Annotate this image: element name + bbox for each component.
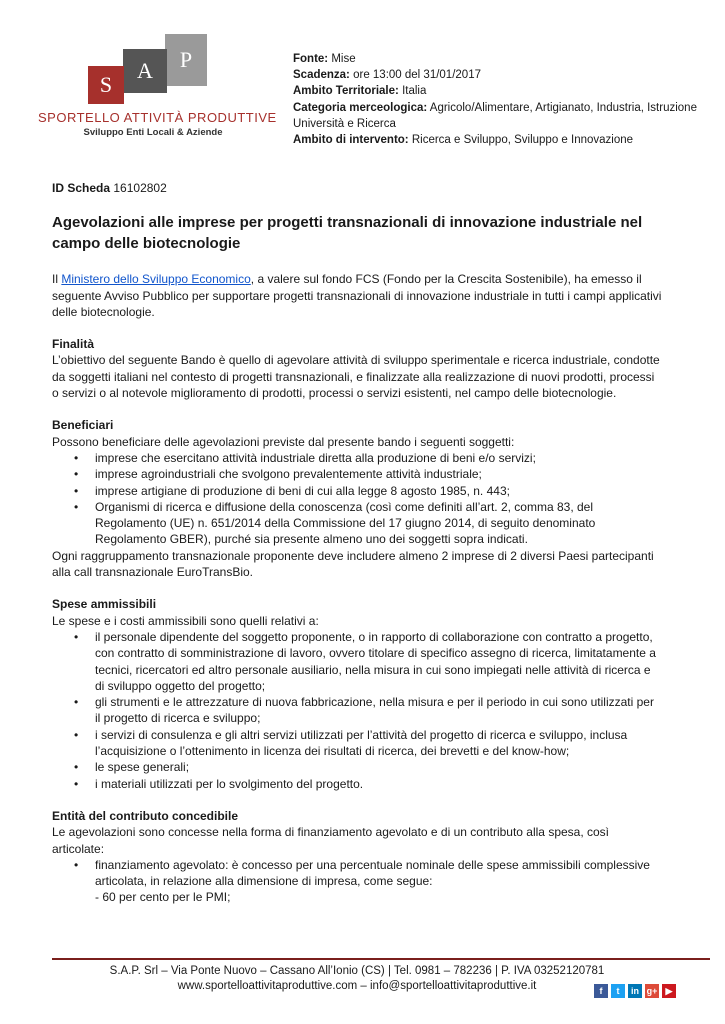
footer xyxy=(52,964,662,994)
linkedin-icon[interactable]: in xyxy=(628,984,642,998)
list-item: • i materiali utilizzati per lo svolgimento del progetto. xyxy=(52,776,662,792)
meta-ambito-territoriale: Ambito Territoriale: Italia xyxy=(293,85,427,98)
finalita-heading: Finalità xyxy=(52,337,95,352)
list-item: • gli strumenti e le attrezzature di nuova fabbricazione, nella misura e per il periodo in cui sono utilizzati per il progetto di ricerca e sviluppo; xyxy=(52,694,662,727)
beneficiari-text: Possono beneficiare delle agevolazioni previste dal presente bando i seguenti soggetti: xyxy=(52,434,515,449)
logo-name: SPORTELLO ATTIVITÀ PRODUTTIVE xyxy=(38,110,277,125)
document-title: Agevolazioni alle imprese per progetti transnazionali di innovazione industriale nel campo delle biotecnologie xyxy=(52,214,643,253)
list-item: • le spese generali; xyxy=(52,759,662,775)
footer-divider xyxy=(52,958,710,960)
logo-tagline: Sviluppo Enti Locali & Aziende xyxy=(83,127,223,138)
id-scheda: ID Scheda 16102802 xyxy=(52,181,167,195)
spese-text: Le spese e i costi ammissibili sono quelli relativi a: xyxy=(52,613,319,628)
logo-square-s: S xyxy=(88,66,124,104)
footer-address: S.A.P. Srl – Via Ponte Nuovo – Cassano All’Ionio (CS) | Tel. 0981 – 782236 | P. IVA 03252120781 xyxy=(109,965,605,977)
meta-scadenza: Scadenza: ore 13:00 del 31/01/2017 xyxy=(293,69,481,82)
intro-paragraph: Il Ministero dello Sviluppo Economico, a valere sul fondo FCS (Fondo per la Crescita Sostenibile), ha emesso il seguente Avviso Pubblico per supportare progetti transnazionali di innovazione industriale in tutti i campi applicativi delle biotecnologie. xyxy=(52,272,662,319)
spese-heading: Spese ammissibili xyxy=(52,597,157,612)
list-item: • finanziamento agevolato: è concesso per una percentuale nominale delle spese ammissibili complessive articolata, in relazione alla dimensione di impresa, come segue: - 60 per cento per le PMI; xyxy=(52,857,662,906)
beneficiari-heading: Beneficiari xyxy=(52,418,114,433)
social-icons xyxy=(594,984,676,998)
list-item: • i servizi di consulenza e gli altri servizi utilizzati per l’attività del progetto di ricerca e sviluppo, inclusa l’acquisizione o l’ottenimento in licenza dei risultati di ricerca, dei brevetti e del know-how; xyxy=(52,727,662,760)
list-item: • imprese che esercitano attività industriale diretta alla produzione di beni e/o servizi; xyxy=(52,450,662,466)
contributo-list xyxy=(52,857,662,906)
list-item: • imprese agroindustriali che svolgono prevalentemente attività industriale; xyxy=(52,466,662,482)
facebook-icon[interactable]: f xyxy=(594,984,608,998)
beneficiari-after: Ogni raggruppamento transnazionale proponente deve includere almeno 2 imprese di 2 diversi Paesi partecipanti alla call transnazionale EuroTransBio. xyxy=(52,548,654,580)
list-item: • Organismi di ricerca e diffusione della conoscenza (così come definiti all’art. 2, comma 83, del Regolamento (UE) n. 651/2014 della Commissione del 17 giugno 2014, di seguito denominato Regolamento GBER), purché sia presente almeno uno dei soggetti sopra indicati. xyxy=(52,499,662,548)
sap-logo xyxy=(38,34,278,154)
logo-square-a: A xyxy=(123,49,167,93)
googleplus-icon[interactable]: g+ xyxy=(646,986,658,996)
meta-block xyxy=(293,51,703,148)
contributo-heading: Entità del contributo concedibile xyxy=(52,808,239,823)
meta-ambito-intervento: Ambito di intervento: Ricerca e Sviluppo, Sviluppo e Innovazione xyxy=(293,134,634,147)
meta-fonte: Fonte: Mise xyxy=(293,53,356,65)
beneficiari-list xyxy=(52,450,662,548)
list-item: • il personale dipendente del soggetto proponente, o in rapporto di collaborazione con contratto a progetto, con contratto di somministrazione di lavoro, ovvero titolare di specifico assegno di ricerca, limitatamente a tecnici, ricercatori ed altro personale ausiliario, nella misura in cui sono impiegati nelle attività di ricerca e di sviluppo oggetto del progetto; xyxy=(52,629,662,694)
contributo-subitem: - 60 per cento per le PMI; xyxy=(95,890,231,905)
spese-list xyxy=(52,629,662,792)
list-item: • imprese artigiane di produzione di beni di cui alla legge 8 agosto 1985, n. 443; xyxy=(52,483,662,499)
logo-square-p: P xyxy=(165,34,207,86)
meta-categoria: Categoria merceologica: Agricolo/Alimentare, Artigianato, Industria, Istruzione Università e Ricerca xyxy=(293,101,697,130)
finalita-text: L’obiettivo del seguente Bando è quello di agevolare attività di sviluppo sperimentale e ricerca industriale, condotte da soggetti italiani nel contesto di progetti transnazionali, e finalizzate alla realizzazione di nuovi prodotti, processi o servizi o al notevole miglioramento di prodotti, processi o servizi esistenti, nel campo delle biotecnologie. xyxy=(52,353,660,401)
twitter-icon[interactable]: t xyxy=(611,984,625,998)
ministero-link[interactable]: Ministero dello Sviluppo Economico xyxy=(61,272,251,287)
contributo-text: Le agevolazioni sono concesse nella forma di finanziamento agevolato e di un contributo alla spesa, così articolate: xyxy=(52,825,610,856)
footer-contacts[interactable]: www.sportelloattivitaproduttive.com – info@sportelloattivitaproduttive.it xyxy=(177,980,537,992)
document-body xyxy=(52,180,662,906)
youtube-icon[interactable]: ▶ xyxy=(662,984,676,998)
